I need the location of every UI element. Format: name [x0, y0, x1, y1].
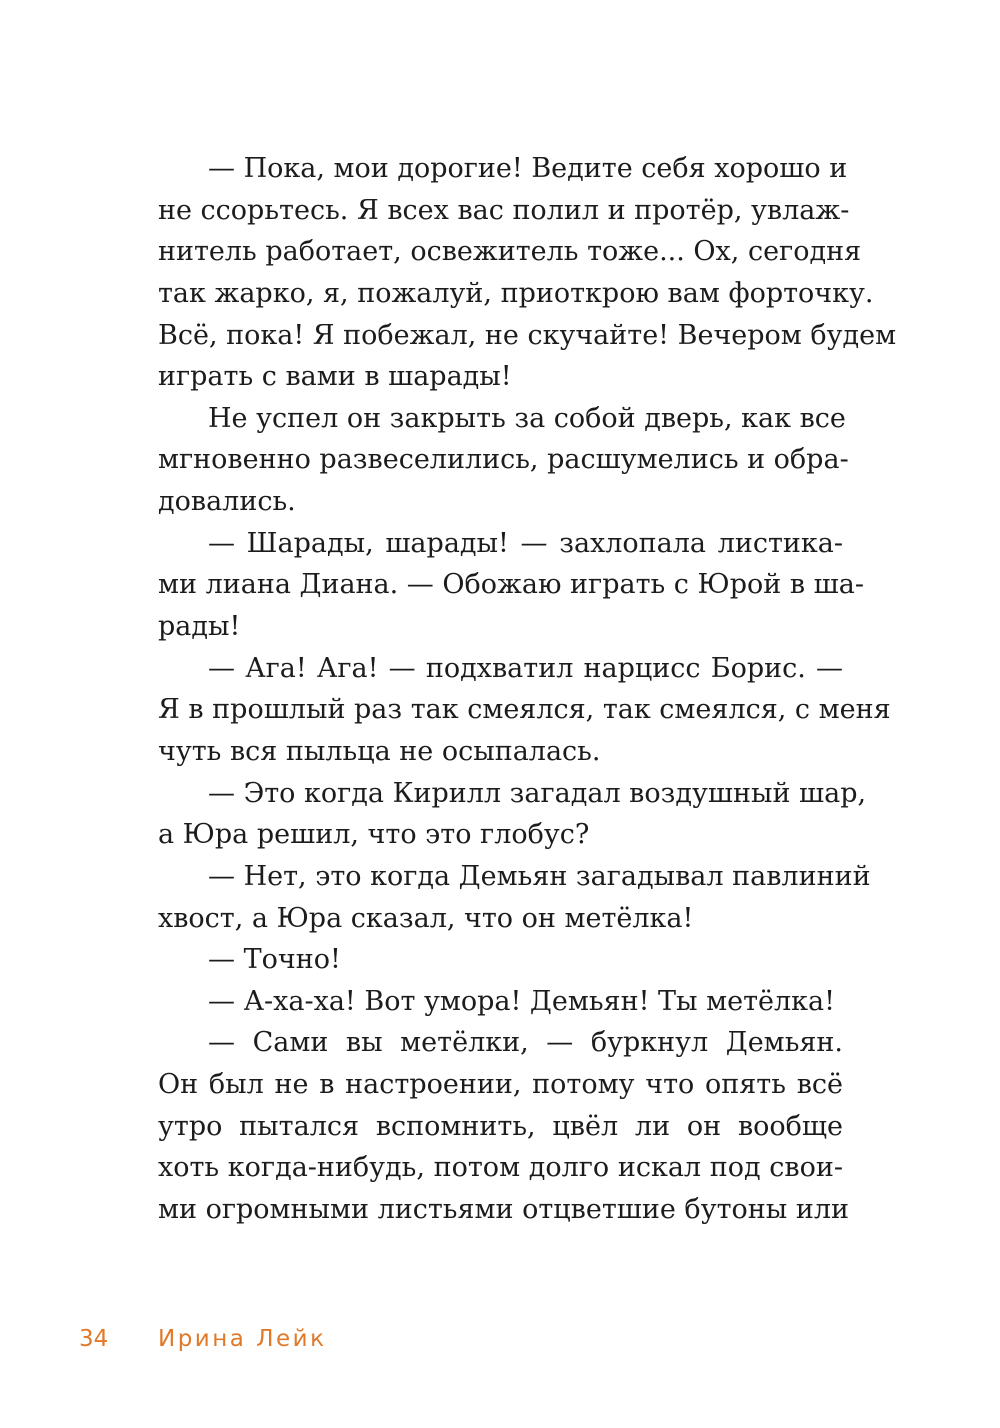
author-running-head: Ирина Лейк	[158, 1326, 327, 1352]
text-line: — Шарады, шарады! — захлопала листика-	[208, 527, 843, 559]
text-line: утро пытался вспомнить, цвёл ли он вообще	[158, 1110, 843, 1142]
text-line: так жарко, я, пожалуй, приоткрою вам форточку.	[158, 277, 874, 309]
text-line: не ссорьтесь. Я всех вас полил и протёр, увлаж-	[158, 194, 850, 226]
text-line: Я в прошлый раз так смеялся, так смеялся, с меня	[158, 694, 891, 726]
text-line: ми огромными листьями отцветшие бутоны или	[158, 1194, 849, 1226]
text-line: Всё, пока! Я побежал, не скучайте! Вечером будем	[158, 319, 897, 351]
text-line: играть с вами в шарады!	[158, 361, 512, 393]
text-line: — Сами вы метёлки, — буркнул Демьян.	[208, 1027, 843, 1059]
text-line: рады!	[158, 611, 241, 643]
text-line: хвост, а Юра сказал, что он метёлка!	[158, 902, 694, 934]
text-line: нитель работает, освежитель тоже... Ох, сегодня	[158, 236, 862, 268]
text-line: — А-ха-ха! Вот умора! Демьян! Ты метёлка!	[208, 985, 835, 1017]
text-line: — Это когда Кирилл загадал воздушный шар,	[208, 777, 867, 809]
body-text	[158, 148, 897, 1231]
text-line: — Нет, это когда Демьян загадывал павлиний	[208, 860, 871, 892]
text-line: Он был не в настроении, потому что опять всё	[158, 1069, 843, 1101]
page-number: 34	[79, 1326, 109, 1352]
text-line: а Юра решил, что это глобус?	[158, 819, 590, 851]
text-line: хоть когда-нибудь, потом долго искал под свои-	[158, 1152, 843, 1184]
text-line: чуть вся пыльца не осыпалась.	[158, 735, 601, 767]
text-line: Не успел он закрыть за собой дверь, как все	[208, 402, 846, 434]
text-line: — Ага! Ага! — подхватил нарцисс Борис. —	[208, 652, 843, 684]
text-line: довались.	[158, 486, 296, 518]
text-line: — Точно!	[208, 944, 341, 976]
text-line: ми лиана Диана. — Обожаю играть с Юрой в ша-	[158, 569, 864, 601]
text-line: — Пока, мои дорогие! Ведите себя хорошо и	[208, 153, 848, 184]
text-line: мгновенно развеселились, расшумелись и обра-	[158, 444, 849, 476]
